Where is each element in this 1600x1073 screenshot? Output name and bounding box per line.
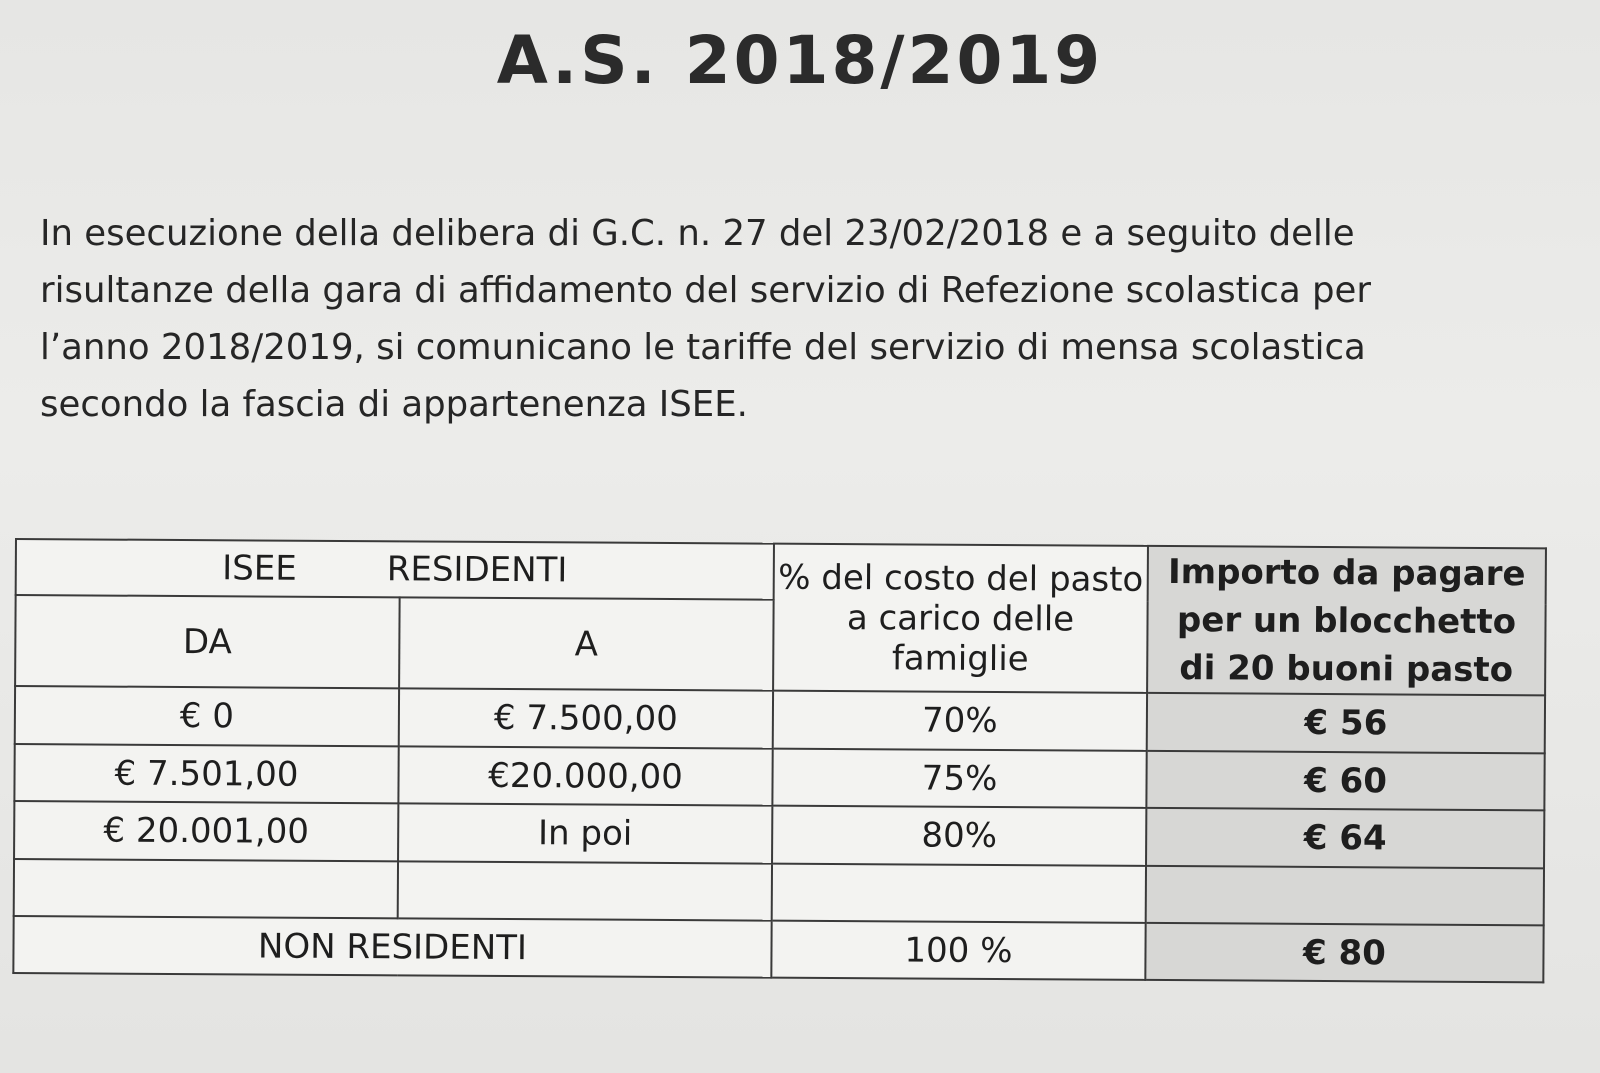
cell-importo: € 80 xyxy=(1145,923,1543,982)
tariff-table xyxy=(12,538,1547,983)
header-isee: ISEE xyxy=(222,548,297,589)
header-residenti: RESIDENTI xyxy=(386,549,568,591)
cell-pct: 70% xyxy=(773,691,1147,751)
table-row-empty xyxy=(14,859,1544,926)
page-title: A.S. 2018/2019 xyxy=(496,22,1104,99)
intro-paragraph xyxy=(40,205,1550,433)
cell-pct: 80% xyxy=(772,806,1146,866)
cell-a: In poi xyxy=(398,804,772,864)
cell-da: € 7.501,00 xyxy=(14,744,398,804)
cell-empty xyxy=(14,859,398,919)
intro-line: secondo la fascia di appartenenza ISEE. xyxy=(40,384,748,425)
cell-pct: 75% xyxy=(772,748,1146,808)
cell-da: € 0 xyxy=(15,686,399,746)
intro-line: l’anno 2018/2019, si comunicano le tariffe del servizio di mensa scolastica xyxy=(40,327,1366,368)
table-row-non-residenti xyxy=(13,916,1543,982)
cell-importo: € 56 xyxy=(1147,693,1545,753)
cell-a: € 7.500,00 xyxy=(399,689,773,749)
cell-empty xyxy=(772,864,1146,924)
table-row xyxy=(14,744,1544,811)
cell-empty xyxy=(398,861,772,921)
cell-empty xyxy=(1146,866,1544,926)
cell-pct: 100 % xyxy=(771,921,1145,980)
header-a: A xyxy=(399,598,774,691)
intro-line: risultanze della gara di affidamento del servizio di Refezione scolastica per xyxy=(40,270,1371,311)
table-row xyxy=(14,801,1544,868)
cell-importo: € 64 xyxy=(1146,808,1544,868)
header-isee-residenti xyxy=(16,539,774,600)
table-row xyxy=(15,686,1545,753)
header-importo-line: di 20 buoni pasto xyxy=(1179,647,1514,690)
header-importo-line: Importo da pagare xyxy=(1167,551,1526,594)
header-percent-line: a carico delle famiglie xyxy=(846,597,1075,679)
cell-a: €20.000,00 xyxy=(398,746,772,806)
cell-non-residenti: NON RESIDENTI xyxy=(13,916,771,977)
header-da: DA xyxy=(15,595,400,688)
header-percent-cost xyxy=(773,544,1148,694)
header-importo xyxy=(1147,546,1546,696)
header-percent-line: % del costo del pasto xyxy=(778,557,1144,600)
intro-line: In esecuzione della delibera di G.C. n. 27 del 23/02/2018 e a seguito delle xyxy=(40,213,1355,254)
cell-da: € 20.001,00 xyxy=(14,801,398,861)
header-importo-line: per un blocchetto xyxy=(1176,599,1517,642)
cell-importo: € 60 xyxy=(1146,751,1544,811)
